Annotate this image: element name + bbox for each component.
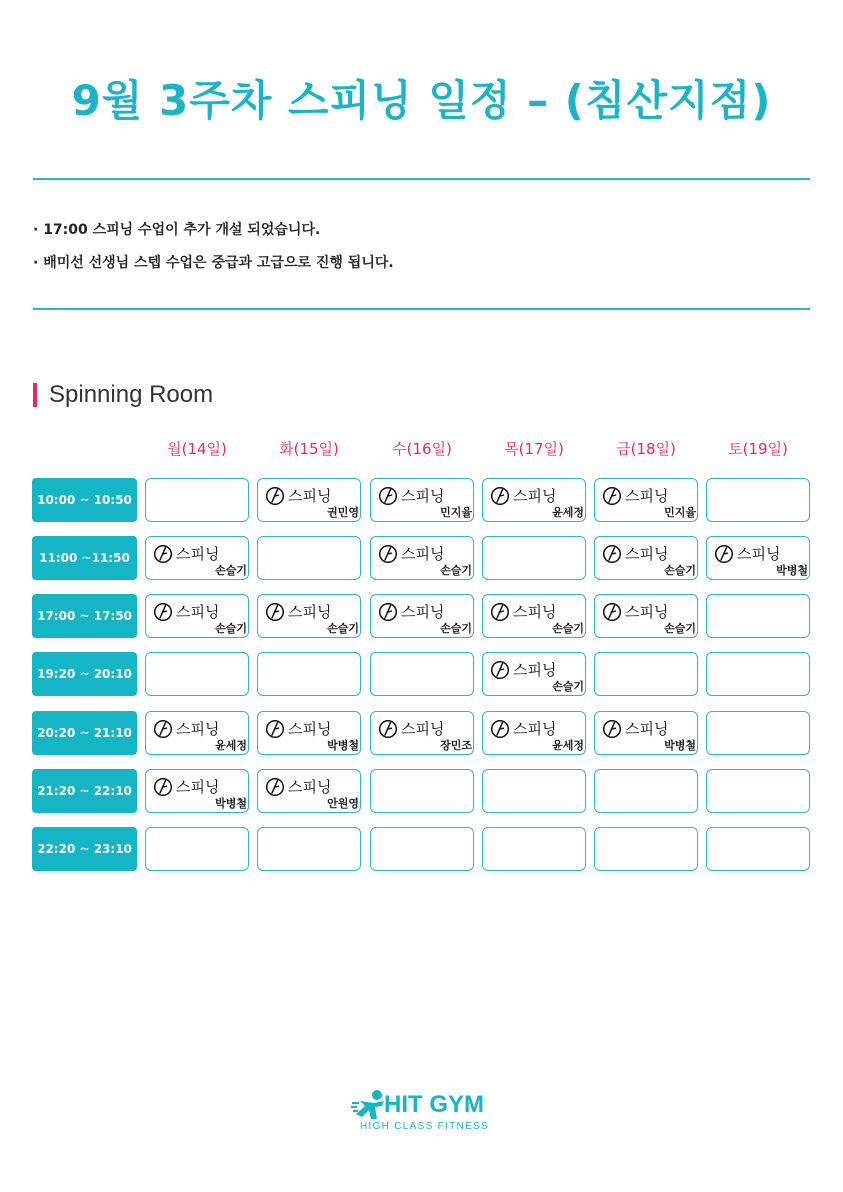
empty-cell <box>706 594 810 638</box>
empty-cell <box>706 827 810 871</box>
class-name: 스피닝 <box>513 487 557 505</box>
spinning-bike-icon <box>490 660 510 680</box>
class-label <box>153 776 219 797</box>
instructor-name: 박병철 <box>215 797 247 810</box>
class-name: 스피닝 <box>176 545 220 563</box>
class-cell <box>145 536 249 580</box>
time-slot-label: 10:00 ~ 10:50 <box>32 478 137 522</box>
class-cell <box>257 711 361 755</box>
spinning-bike-icon <box>490 719 510 739</box>
spinning-bike-icon <box>602 544 622 564</box>
class-name: 스피닝 <box>625 603 669 621</box>
class-name: 스피닝 <box>401 603 445 621</box>
instructor-name: 민지율 <box>664 506 696 519</box>
class-cell <box>482 652 586 696</box>
spinning-bike-icon <box>378 602 398 622</box>
class-cell <box>370 711 474 755</box>
spinning-bike-icon <box>602 486 622 506</box>
day-header: 수(16일) <box>392 440 452 458</box>
spinning-bike-icon <box>265 777 285 797</box>
time-slot-label: 11:00 ~11:50 <box>32 536 137 580</box>
empty-cell <box>370 652 474 696</box>
class-name: 스피닝 <box>176 778 220 796</box>
spinning-bike-icon <box>153 602 173 622</box>
empty-cell <box>370 769 474 813</box>
class-name: 스피닝 <box>513 603 557 621</box>
day-header: 토(19일) <box>728 440 788 458</box>
empty-cell <box>594 652 698 696</box>
class-name: 스피닝 <box>625 545 669 563</box>
class-name: 스피닝 <box>513 720 557 738</box>
class-name: 스피닝 <box>401 545 445 563</box>
class-name: 스피닝 <box>288 603 332 621</box>
divider-top <box>33 178 810 180</box>
empty-cell <box>706 652 810 696</box>
class-cell <box>145 769 249 813</box>
empty-cell <box>370 827 474 871</box>
class-label <box>602 718 668 739</box>
class-cell <box>370 536 474 580</box>
spinning-bike-icon <box>265 486 285 506</box>
class-label <box>714 543 780 564</box>
spinning-bike-icon <box>153 544 173 564</box>
instructor-name: 민지율 <box>440 506 472 519</box>
instructor-name: 손슬기 <box>215 564 247 577</box>
instructor-name: 박병철 <box>664 739 696 752</box>
spinning-bike-icon <box>490 602 510 622</box>
day-header: 금(18일) <box>616 440 676 458</box>
spinning-bike-icon <box>378 486 398 506</box>
class-cell <box>145 711 249 755</box>
time-slot-label: 22:20 ~ 23:10 <box>32 827 137 871</box>
time-slot-label: 17:00 ~ 17:50 <box>32 594 137 638</box>
empty-cell <box>482 827 586 871</box>
class-label <box>490 659 556 680</box>
class-cell <box>370 594 474 638</box>
instructor-name: 손슬기 <box>664 564 696 577</box>
spinning-bike-icon <box>378 544 398 564</box>
empty-cell <box>257 827 361 871</box>
empty-cell <box>706 711 810 755</box>
empty-cell <box>594 769 698 813</box>
instructor-name: 권민영 <box>327 506 359 519</box>
class-name: 스피닝 <box>625 487 669 505</box>
empty-cell <box>145 652 249 696</box>
class-label <box>490 485 556 506</box>
class-name: 스피닝 <box>401 487 445 505</box>
class-cell <box>257 769 361 813</box>
day-header: 목(17일) <box>504 440 564 458</box>
class-cell <box>257 594 361 638</box>
class-cell <box>594 478 698 522</box>
class-cell <box>594 594 698 638</box>
empty-cell <box>706 478 810 522</box>
class-cell <box>706 536 810 580</box>
instructor-name: 윤세정 <box>215 739 247 752</box>
class-name: 스피닝 <box>288 720 332 738</box>
spinning-bike-icon <box>602 602 622 622</box>
class-label <box>602 485 668 506</box>
class-cell <box>145 594 249 638</box>
spinning-bike-icon <box>602 719 622 739</box>
instructor-name: 안원영 <box>327 797 359 810</box>
page-title: 9월 3주차 스피닝 일정 – (침산지점) <box>71 76 772 125</box>
instructor-name: 손슬기 <box>664 622 696 635</box>
empty-cell <box>482 536 586 580</box>
time-slot-label: 20:20 ~ 21:10 <box>32 711 137 755</box>
class-cell <box>482 594 586 638</box>
class-cell <box>257 478 361 522</box>
instructor-name: 윤세정 <box>552 739 584 752</box>
empty-cell <box>482 769 586 813</box>
spinning-bike-icon <box>378 719 398 739</box>
instructor-name: 손슬기 <box>552 680 584 693</box>
spinning-bike-icon <box>153 719 173 739</box>
class-label <box>378 718 444 739</box>
instructor-name: 윤세정 <box>552 506 584 519</box>
instructor-name: 손슬기 <box>215 622 247 635</box>
notice-1: · 17:00 스피닝 수업이 추가 개설 되었습니다. <box>33 222 321 238</box>
logo-sub-text: HIGH CLASS FITNESS <box>360 1121 489 1132</box>
class-name: 스피닝 <box>288 778 332 796</box>
spinning-bike-icon <box>265 719 285 739</box>
day-header: 월(14일) <box>167 440 227 458</box>
class-name: 스피닝 <box>176 720 220 738</box>
instructor-name: 손슬기 <box>327 622 359 635</box>
class-label <box>378 543 444 564</box>
class-label <box>265 601 331 622</box>
empty-cell <box>257 536 361 580</box>
empty-cell <box>706 769 810 813</box>
section-title: Spinning Room <box>49 381 214 408</box>
class-label <box>153 601 219 622</box>
class-label <box>153 718 219 739</box>
class-cell <box>594 536 698 580</box>
class-label <box>265 718 331 739</box>
class-name: 스피닝 <box>513 661 557 679</box>
spinning-bike-icon <box>265 602 285 622</box>
class-cell <box>370 478 474 522</box>
empty-cell <box>257 652 361 696</box>
spinning-bike-icon <box>153 777 173 797</box>
spinning-bike-icon <box>490 486 510 506</box>
section-accent-bar <box>33 383 37 407</box>
instructor-name: 손슬기 <box>440 564 472 577</box>
section-heading <box>33 381 213 409</box>
class-label <box>378 601 444 622</box>
empty-cell <box>145 478 249 522</box>
class-cell <box>482 711 586 755</box>
class-label <box>265 776 331 797</box>
logo-main-text: HIT GYM <box>384 1091 484 1118</box>
class-label <box>153 543 219 564</box>
class-label <box>490 601 556 622</box>
divider-bottom <box>33 308 810 310</box>
class-label <box>265 485 331 506</box>
class-name: 스피닝 <box>737 545 781 563</box>
empty-cell <box>594 827 698 871</box>
class-label <box>602 543 668 564</box>
class-cell <box>482 478 586 522</box>
instructor-name: 박병철 <box>776 564 808 577</box>
day-header: 화(15일) <box>279 440 339 458</box>
class-label <box>602 601 668 622</box>
class-label <box>378 485 444 506</box>
time-slot-label: 19:20 ~ 20:10 <box>32 652 137 696</box>
class-label <box>490 718 556 739</box>
class-name: 스피닝 <box>401 720 445 738</box>
class-name: 스피닝 <box>288 487 332 505</box>
instructor-name: 장민조 <box>440 739 472 752</box>
instructor-name: 손슬기 <box>440 622 472 635</box>
instructor-name: 박병철 <box>327 739 359 752</box>
class-cell <box>594 711 698 755</box>
empty-cell <box>145 827 249 871</box>
notice-2: · 배미선 선생님 스텝 수업은 중급과 고급으로 진행 됩니다. <box>33 255 394 271</box>
class-name: 스피닝 <box>625 720 669 738</box>
hitgym-logo <box>350 1089 500 1139</box>
class-name: 스피닝 <box>176 603 220 621</box>
time-slot-label: 21:20 ~ 22:10 <box>32 769 137 813</box>
instructor-name: 손슬기 <box>552 622 584 635</box>
spinning-bike-icon <box>714 544 734 564</box>
